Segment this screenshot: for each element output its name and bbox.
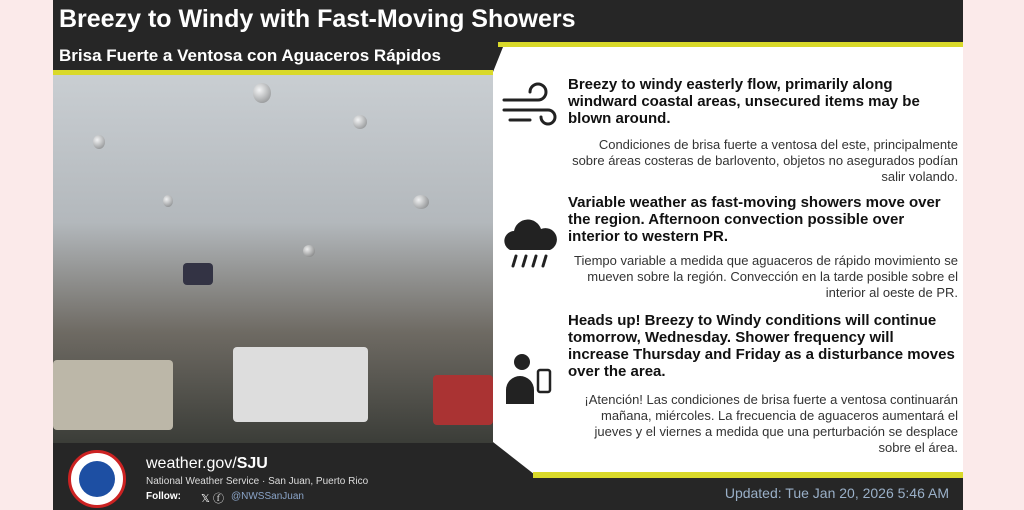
office-name: National Weather Service · San Juan, Puerto Rico <box>146 476 369 487</box>
raindrop <box>93 135 105 149</box>
rain-cloud-icon <box>500 212 560 272</box>
url-prefix: weather.gov/ <box>146 455 237 472</box>
raindrop <box>303 245 315 257</box>
wind-icon <box>500 78 560 138</box>
social-icons <box>201 490 224 506</box>
item-text-en: Heads up! Breezy to Windy conditions will continue tomorrow, Wednesday. Shower frequency will increase Thursday and Friday as a disturbance moves over the area. <box>568 312 955 380</box>
info-item-heads-up <box>568 312 958 456</box>
social-handle[interactable]: @NWSSanJuan <box>231 491 304 502</box>
follow-label: Follow: <box>146 491 181 502</box>
nws-logo <box>68 450 126 508</box>
car <box>433 375 493 425</box>
url-office: SJU <box>236 455 268 472</box>
accent-line <box>498 42 963 47</box>
truck <box>233 347 368 422</box>
item-text-en: Breezy to windy easterly flow, primarily along windward coastal areas, unsecured items may be blown around. <box>568 76 920 127</box>
x-icon[interactable]: 𝕏 <box>201 493 210 505</box>
raindrop <box>163 195 173 207</box>
traffic-light <box>183 263 213 285</box>
rainy-windshield-photo <box>53 75 493 443</box>
item-text-en: Variable weather as fast-moving showers move over the region. Afternoon convection possible over interior to western PR. <box>568 194 941 245</box>
title: Breezy to Windy with Fast-Moving Showers <box>59 5 576 33</box>
item-text-es: ¡Atención! Las condiciones de brisa fuerte a ventosa continuarán mañana, miércoles. La frecuencia de aguaceros aumentará el jueves y el viernes a medida que una perturbación se desplace sobre el área. <box>584 392 958 455</box>
car <box>53 360 173 430</box>
info-item-wind <box>568 76 958 185</box>
item-text-es: Condiciones de brisa fuerte a ventosa del este, principalmente sobre áreas costeras de barlovento, objetos no asegurados podían salir volando. <box>572 137 958 184</box>
weather-graphic <box>53 0 963 510</box>
updated-timestamp: Updated: Tue Jan 20, 2026 5:46 AM <box>724 485 949 501</box>
facebook-icon[interactable]: ⓕ <box>212 493 224 505</box>
raindrop <box>253 83 271 103</box>
accent-line <box>533 472 963 478</box>
subtitle: Brisa Fuerte a Ventosa con Aguaceros Rápidos <box>59 46 441 65</box>
office-url[interactable] <box>146 455 268 473</box>
item-text-es: Tiempo variable a medida que aguaceros de rápido movimiento se mueven sobre la región. Convección en la tarde posible sobre el interior al oeste de PR. <box>574 253 958 300</box>
raindrop <box>413 195 429 209</box>
raindrop <box>353 115 367 129</box>
info-item-showers <box>568 194 958 301</box>
person-phone-icon <box>500 348 560 408</box>
